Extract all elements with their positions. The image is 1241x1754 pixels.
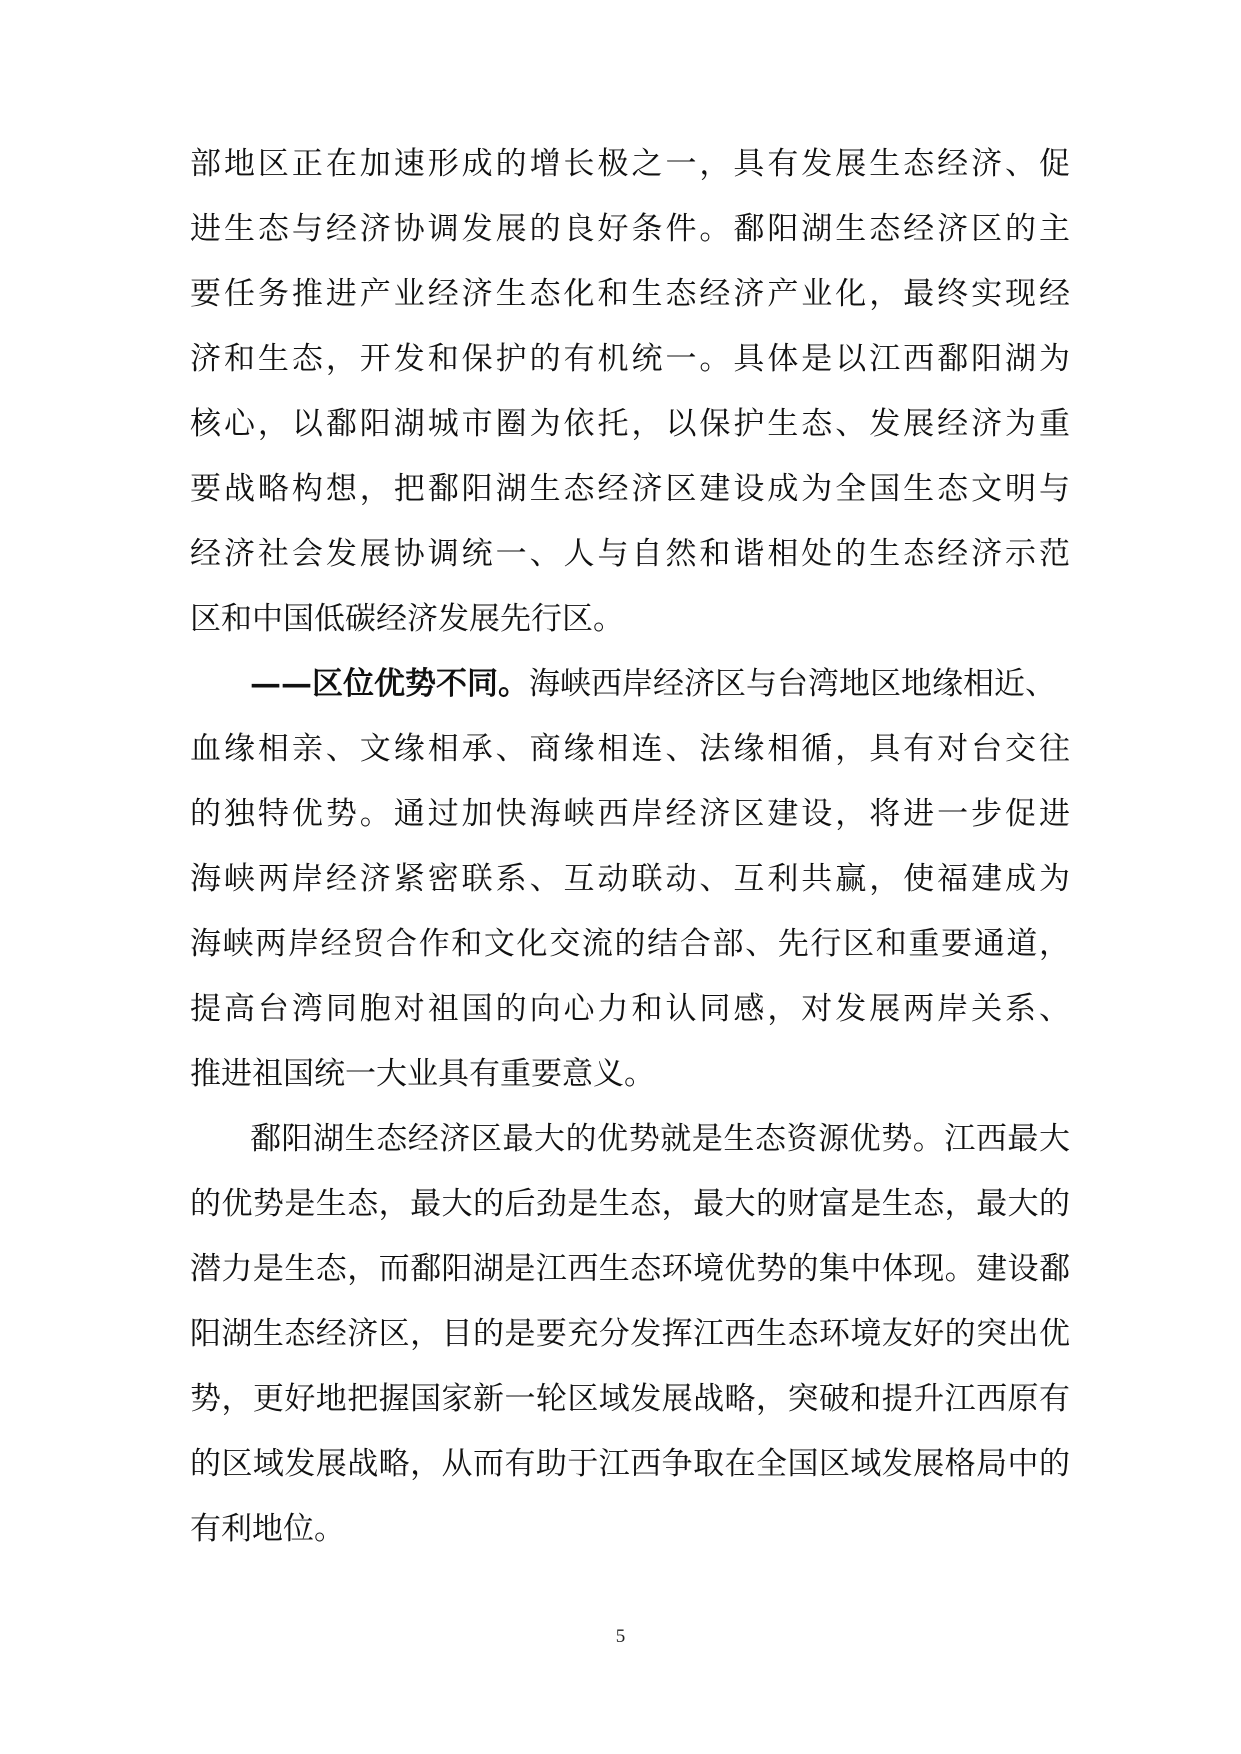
text-line: 势，更好地把握国家新一轮区域发展战略，突破和提升江西原有 <box>190 1381 1070 1417</box>
text-line: 推进祖国统一大业具有重要意义。 <box>190 1056 655 1092</box>
text-run: 海峡西岸经济区与台湾地区地缘相近、 <box>529 666 1056 702</box>
text-line: 海峡两岸经济紧密联系、互动联动、互利共赢，使福建成为 <box>190 861 1070 897</box>
text-line: 的独特优势。通过加快海峡西岸经济区建设，将进一步促进 <box>190 796 1070 832</box>
text-line: 济和生态，开发和保护的有机统一。具体是以江西鄱阳湖为 <box>190 341 1070 377</box>
paragraph-1 <box>190 132 1070 652</box>
text-line: 要战略构想，把鄱阳湖生态经济区建设成为全国生态文明与 <box>190 471 1070 507</box>
text-line: 海峡两岸经贸合作和文化交流的结合部、先行区和重要通道， <box>190 926 1070 962</box>
text-line: 的区域发展战略，从而有助于江西争取在全国区域发展格局中的 <box>190 1446 1070 1482</box>
paragraph-2 <box>190 652 1070 1107</box>
text-line: 核心，以鄱阳湖城市圈为依托，以保护生态、发展经济为重 <box>190 406 1070 442</box>
text-line: 阳湖生态经济区，目的是要充分发挥江西生态环境友好的突出优 <box>190 1316 1070 1352</box>
text-line-first: 鄱阳湖生态经济区最大的优势就是生态资源优势。江西最大 <box>250 1121 1070 1157</box>
paragraph-3 <box>190 1107 1070 1562</box>
page-number: 5 <box>615 1626 626 1647</box>
text-line-first <box>190 652 1070 717</box>
text-line: 血缘相亲、文缘相承、商缘相连、法缘相循，具有对台交往 <box>190 731 1070 767</box>
text-line: 有利地位。 <box>190 1511 345 1547</box>
section-lead-heading: ——区位优势不同。 <box>250 666 529 702</box>
text-line: 的优势是生态，最大的后劲是生态，最大的财富是生态，最大的 <box>190 1186 1070 1222</box>
text-line: 区和中国低碳经济发展先行区。 <box>190 601 624 637</box>
text-line: 要任务推进产业经济生态化和生态经济产业化，最终实现经 <box>190 276 1070 312</box>
text-line: 经济社会发展协调统一、人与自然和谐相处的生态经济示范 <box>190 536 1070 572</box>
text-line: 提高台湾同胞对祖国的向心力和认同感，对发展两岸关系、 <box>190 991 1070 1027</box>
text-line: 进生态与经济协调发展的良好条件。鄱阳湖生态经济区的主 <box>190 211 1070 247</box>
text-line: 部地区正在加速形成的增长极之一，具有发展生态经济、促 <box>190 146 1070 182</box>
text-line: 潜力是生态，而鄱阳湖是江西生态环境优势的集中体现。建设鄱 <box>190 1251 1070 1287</box>
